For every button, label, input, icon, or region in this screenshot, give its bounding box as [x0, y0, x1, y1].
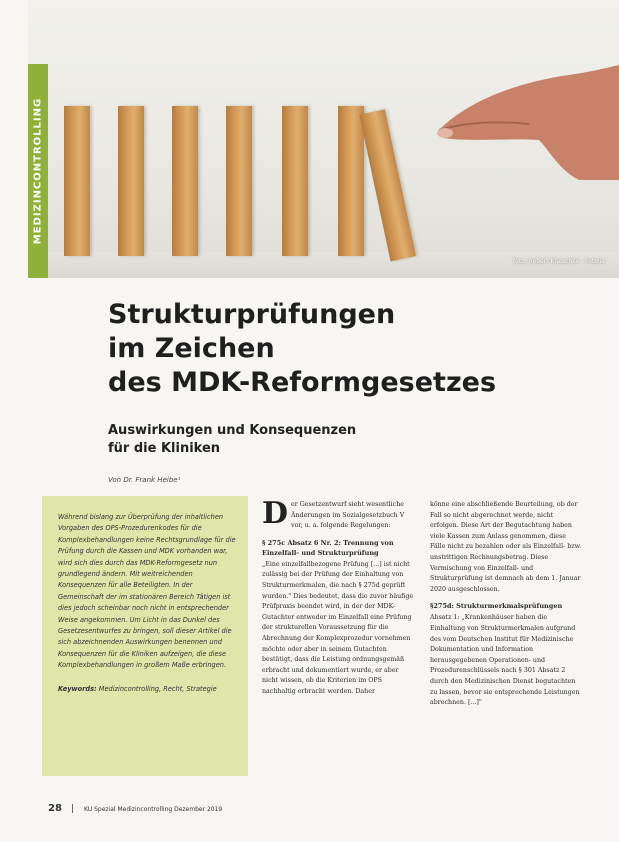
domino-block	[172, 106, 198, 256]
page-number: 28	[48, 803, 62, 814]
section-heading: §275d: Strukturmerkmalsprüfungen	[430, 602, 563, 611]
domino-block	[338, 106, 364, 256]
subtitle-line: Auswirkungen und Konsequenzen	[108, 423, 357, 438]
section-heading: § 275c Absatz 6 Nr. 2: Trennung von Einzelfall- und Strukturprüfung	[262, 538, 394, 557]
body-intro: er Gesetzentwurf sieht wesentliche Änderungen im Sozialgesetzbuch V vor, u. a. folgende Regelungen:	[291, 501, 405, 530]
section-label: MEDIZINCONTROLLING	[32, 97, 44, 245]
body-paragraph: „Eine einzelfallbezogene Prüfung [...] ist nicht zulässig bei der Prüfung der Einhaltung von Strukturmerkmalen, die nach § 275d geprüft wurden." Dies bedeutet, dass die zuvor häufige Prüfpraxis beendet wird, in der der MDK-Gutachter entweder im Einzelfall eine Prüfung der strukturellen Voraussetzung für die Abrechnung der Komplexprozedur vornehmen möchte oder aber in seinem Gutachten bestätigt, dass die Leistung ordnungsgemäß erbracht und dokumentiert wurde, er aber nicht wissen, ob die Kriterien im OPS nachhaltig erbracht werden. Daher	[262, 560, 414, 695]
domino-block	[64, 106, 90, 256]
domino-block-tilted	[359, 109, 416, 261]
keywords-list: Medizincontrolling, Recht, Strategie	[98, 684, 217, 693]
title-line: Strukturprüfungen	[108, 299, 396, 330]
domino-block	[118, 106, 144, 256]
article-subtitle	[108, 422, 528, 458]
title-line: des MDK-Reformgesetzes	[108, 367, 497, 398]
photo-floor	[28, 252, 619, 278]
keywords	[58, 684, 236, 695]
domino-block	[282, 106, 308, 256]
body-column-1	[262, 496, 414, 702]
page-footer	[48, 803, 222, 814]
abstract-box	[42, 496, 248, 776]
journal-name: KU Spezial Medizincontrolling Dezember 2019	[84, 806, 223, 813]
article-title	[108, 298, 578, 400]
body-paragraph: Absatz 1: „Krankenhäuser haben die Einhaltung von Strukturmerkmalen aufgrund des vom Deutschen Institut für Medizinische Dokumentation und Information herausgegebenen Operationen- und Prozedurenschlüssels nach § 301 Absatz 2 durch den Medizinischen Dienst begutachten zu lassen, bevor sie entsprechende Leistungen abrechnen. [...]"	[430, 614, 580, 707]
dropcap: D	[262, 496, 289, 531]
header-photo	[28, 0, 619, 278]
subtitle-line: für die Kliniken	[108, 441, 221, 456]
body-paragraph: könne eine abschließende Beurteilung, ob der Fall so nicht abgerechnet werde, nicht erfolgen. Diese Art der Begutachtung haben viele Kassen zum Anlass genommen, diese Fälle nicht zu bezahlen oder als Einzelfall- bzw. unstrittigen Rechnungsbetrag. Diese Vermischung von Einzelfall- und Strukturprüfung ist demnach ab dem 1. Januar 2020 ausgeschlossen.	[430, 501, 582, 593]
keywords-label: Keywords:	[58, 684, 97, 693]
section-label-band	[28, 64, 48, 278]
photo-credit: foto: Robert Kneschke - Fotolia	[512, 258, 605, 265]
abstract-text: Während bislang zur Überprüfung der inhaltlichen Vorgaben des OPS-Prozedurenkodes für die Komplexbehandlungen keine Rechtsgrundlage für die Prüfung durch die Kassen und MDK vorhanden war, wird sich dies durch das MDK-Reformgesetz nun grundlegend ändern. Mit weitreichenden Konsequenzen für alle Beteiligten. In der Gemeinschaft der im stationären Bereich Tätigen ist dies jedoch scheinbar noch nicht in entsprechender Weise angekommen. Um Licht in das Dunkel des Gesetzesentwurfes zu bringen, soll dieser Artikel die sich abzeichnenden Auswirkungen benennen und Konsequenzen für die Kliniken aufzeigen, die diese Komplexbehandlungen in großem Maße erbringen.	[58, 513, 236, 670]
title-line: im Zeichen	[108, 333, 275, 364]
pointing-hand-icon	[429, 20, 619, 180]
article-author: Von Dr. Frank Heibe¹	[108, 476, 181, 484]
domino-block	[226, 106, 252, 256]
body-column-2	[430, 500, 582, 713]
footer-divider	[72, 804, 73, 813]
